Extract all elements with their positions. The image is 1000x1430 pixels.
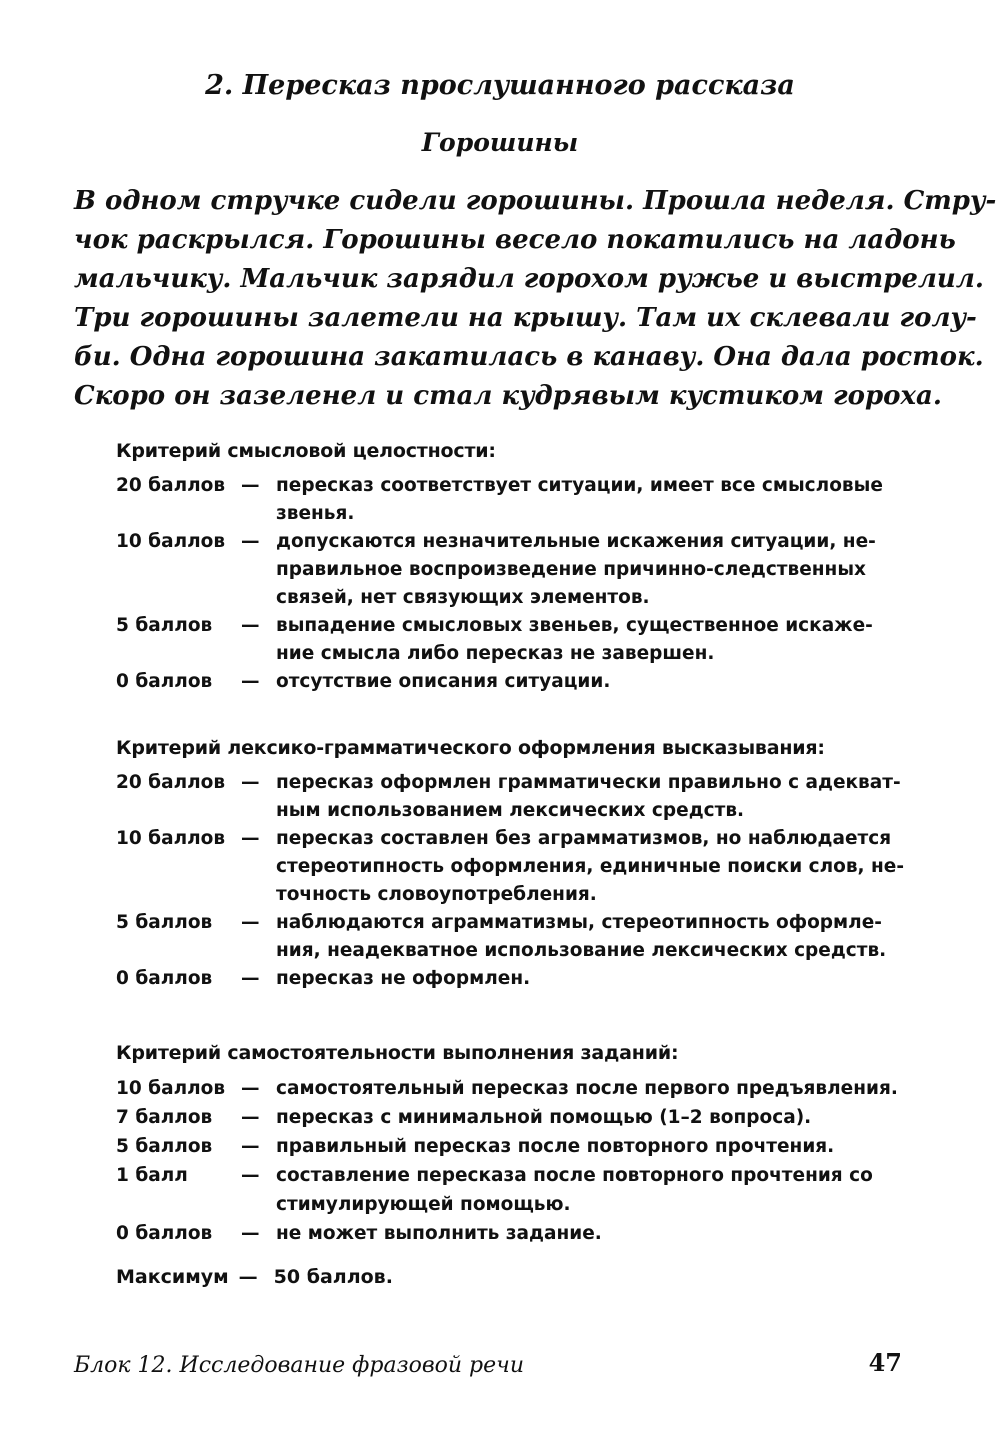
story-line: чок раскрылся. Горошины весело покатились на ладонь [74,225,956,255]
score-row [116,769,901,825]
description-line: точность словоупотребления. [276,884,597,905]
dash: — [241,615,260,636]
story-line: Скоро он зазеленел и стал кудрявым кустиком гороха. [74,381,942,411]
dash: — [241,1223,260,1244]
story-line: би. Одна горошина закатилась в канаву. Она дала росток. [74,342,984,372]
criterion-lexico-grammatical [116,737,905,993]
dash: — [241,531,260,552]
description-line: ние смысла либо пересказ не завершен. [276,643,715,664]
score-description [276,1103,876,1132]
score-description [276,825,904,909]
description-line: самостоятельный пересказ после первого предъявления. [276,1078,898,1099]
score-value: 0 баллов [116,1223,213,1244]
section-title: 2. Пересказ прослушанного рассказа [205,70,795,101]
story-title: Горошины [421,128,579,157]
score-description [276,1132,876,1161]
maximum-score [116,1266,393,1288]
dash: — [241,1165,260,1186]
description-line: пересказ составлен без аграмматизмов, но наблюдается [276,828,892,849]
maximum-value: 50 баллов. [273,1266,393,1288]
score-row [116,825,905,909]
description-line: наблюдаются аграмматизмы, стереотипность оформле- [276,912,882,933]
score-description [276,668,876,696]
score-value: 0 баллов [116,671,213,692]
score-row [116,965,876,993]
dash: — [241,1078,260,1099]
score-row [116,1132,876,1161]
description-line: выпадение смысловых звеньев, существенное искаже- [276,615,873,636]
dash: — [241,968,260,989]
dash: — [238,1266,258,1288]
description-line: не может выполнить задание. [276,1223,602,1244]
score-description [276,769,901,825]
page-number: 47 [868,1348,902,1377]
story-line: Три горошины залетели на крышу. Там их склевали голу- [74,303,977,333]
criterion-independence [116,1042,898,1248]
description-line: пересказ соответствует ситуации, имеет все смысловые [276,475,883,496]
dash: — [241,772,260,793]
score-value: 7 баллов [116,1107,213,1128]
story-line: мальчику. Мальчик зарядил горохом ружье и выстрелил. [74,264,984,294]
score-description [276,1161,876,1219]
score-row [116,472,883,528]
dash: — [241,671,260,692]
score-row [116,1074,898,1103]
score-description [276,909,886,965]
dash: — [241,828,260,849]
description-line: ния, неадекватное использование лексических средств. [276,940,887,961]
score-row [116,1103,876,1132]
score-row [116,1161,876,1219]
score-row [116,528,876,612]
description-line: допускаются незначительные искажения ситуации, не- [276,531,876,552]
dash: — [241,912,260,933]
criterion-title: Критерий самостоятельности выполнения заданий: [116,1042,679,1064]
criterion-title: Критерий лексико-грамматического оформления высказывания: [116,737,825,759]
score-description [276,965,876,993]
score-value: 5 баллов [116,912,213,933]
description-line: пересказ не оформлен. [276,968,531,989]
score-row [116,612,876,668]
dash: — [241,1136,260,1157]
description-line: стереотипность оформления, единичные поиски слов, не- [276,856,905,877]
criterion-semantic-integrity [116,440,883,696]
score-value: 10 баллов [116,1078,226,1099]
score-value: 20 баллов [116,475,226,496]
description-line: связей, нет связующих элементов. [276,587,650,608]
score-value: 5 баллов [116,1136,213,1157]
score-description [276,612,876,668]
score-row [116,1219,876,1248]
score-value: 10 баллов [116,828,226,849]
score-row [116,668,876,696]
score-value: 1 балл [116,1165,188,1186]
footer-block-title: Блок 12. Исследование фразовой речи [74,1353,525,1378]
description-line: стимулирующей помощью. [276,1194,571,1215]
score-description [276,1219,876,1248]
description-line: отсутствие описания ситуации. [276,671,611,692]
score-value: 20 баллов [116,772,226,793]
score-value: 5 баллов [116,615,213,636]
dash: — [241,1107,260,1128]
score-description [276,528,876,612]
description-line: пересказ с минимальной помощью (1–2 вопроса). [276,1107,812,1128]
score-description [276,1074,898,1103]
story-line: В одном стручке сидели горошины. Прошла неделя. Стру- [74,186,997,216]
criterion-title: Критерий смысловой целостности: [116,440,496,462]
score-value: 0 баллов [116,968,213,989]
description-line: звенья. [276,503,355,524]
description-line: правильное воспроизведение причинно-следственных [276,559,866,580]
story-text [74,182,997,416]
score-description [276,472,883,528]
description-line: правильный пересказ после повторного прочтения. [276,1136,835,1157]
maximum-label: Максимум [116,1266,229,1288]
score-value: 10 баллов [116,531,226,552]
description-line: ным использованием лексических средств. [276,800,745,821]
description-line: составление пересказа после повторного прочтения со [276,1165,873,1186]
description-line: пересказ оформлен грамматически правильно с адекват- [276,772,901,793]
dash: — [241,475,260,496]
score-row [116,909,887,965]
